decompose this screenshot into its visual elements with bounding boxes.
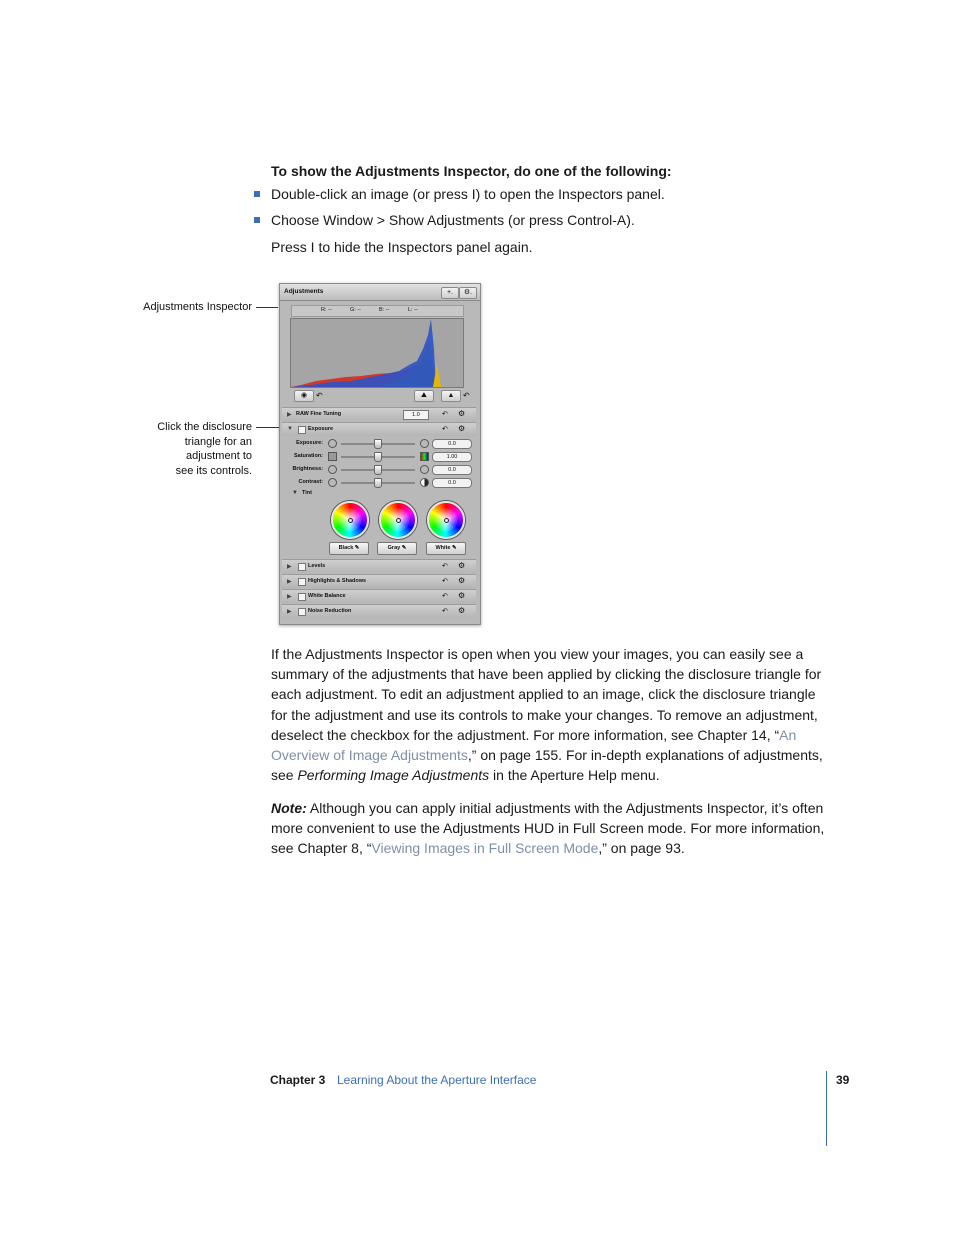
readout-g: G: -- [350, 307, 361, 313]
adjustment-label: Levels [308, 563, 326, 569]
slider-value[interactable]: 1.00 [432, 452, 472, 462]
slider-saturation[interactable] [284, 452, 474, 462]
footer-divider [826, 1071, 827, 1146]
undo-icon[interactable]: ↶ [442, 608, 448, 615]
color-readout [291, 305, 464, 317]
black-eyedropper-button[interactable] [329, 542, 369, 555]
gear-icon[interactable]: ⚙. [459, 287, 477, 299]
undo-icon[interactable]: ↶ [316, 391, 323, 400]
cross-reference-link[interactable]: An Overview of Image Adjustments [271, 726, 797, 764]
slider-value[interactable]: 0.0 [432, 478, 472, 488]
undo-icon[interactable]: ↶ [442, 578, 448, 585]
button-label: White [435, 545, 451, 551]
sun-large-icon [420, 465, 429, 474]
add-adjustment-button[interactable]: +. [441, 287, 459, 299]
grayscale-icon [328, 452, 337, 461]
eyedropper-icon: ✎ [401, 545, 407, 551]
disclosure-triangle-icon[interactable]: ▶ [287, 594, 292, 600]
slider-knob[interactable] [374, 439, 382, 449]
page-number: 39 [836, 1073, 850, 1087]
adjustment-checkbox[interactable] [298, 593, 306, 601]
adjustment-row-exposure[interactable] [282, 422, 476, 436]
disclosure-triangle-icon[interactable]: ▶ [287, 412, 292, 418]
cross-reference-link[interactable]: Viewing Images in Full Screen Mode [371, 840, 599, 857]
text-run: If the Adjustments Inspector is open when you view your images, you can easily see a summary of the adjustments that have been applied by clicking the disclosure triangle for each adjustment. To edit an adjustment applied to an image, click the disclosure triangle for the adjustment and use its controls to make your changes. To remove an adjustment, deselect the checkbox for the adjustment. For more information, see Chapter 14, “ [271, 646, 822, 743]
gear-icon[interactable]: ⚙ [458, 606, 466, 615]
adjustment-checkbox[interactable] [298, 563, 306, 571]
callout-line: Click the disclosure [157, 421, 252, 433]
disclosure-triangle-icon[interactable]: ▶ [287, 609, 292, 615]
color-icon [420, 452, 429, 461]
panel-title: Adjustments [284, 288, 324, 295]
adjustment-checkbox[interactable] [298, 426, 306, 434]
aperture-icon [420, 439, 429, 448]
panel-title-bar [280, 284, 480, 301]
adjustment-label: Noise Reduction [308, 608, 352, 614]
footer-chapter-title[interactable]: Learning About the Aperture Interface [337, 1073, 537, 1087]
gear-icon[interactable]: ⚙ [458, 424, 466, 433]
slider-label: Exposure: [296, 440, 323, 446]
eyedropper-icon: ✎ [451, 545, 457, 551]
undo-icon[interactable]: ↶ [442, 563, 448, 570]
callout-line: see its controls. [175, 464, 252, 477]
aperture-icon [328, 439, 337, 448]
slider-label: Saturation: [293, 453, 323, 459]
readout-r: R: -- [321, 307, 332, 313]
undo-icon[interactable]: ↶ [463, 391, 470, 400]
slider-brightness[interactable] [284, 465, 474, 475]
gray-tint-wheel[interactable] [379, 501, 417, 539]
adjustment-row-highlights-shadows[interactable] [282, 574, 476, 588]
bullet-marker [254, 217, 260, 223]
slider-knob[interactable] [374, 465, 382, 475]
slider-knob[interactable] [374, 452, 382, 462]
channel-icon[interactable]: ▲ [441, 390, 461, 402]
section-heading: To show the Adjustments Inspector, do one of the following: [271, 163, 672, 179]
undo-icon[interactable]: ↶ [442, 411, 448, 418]
gear-icon[interactable]: ⚙ [458, 591, 466, 600]
footer-chapter: Chapter 3 [270, 1073, 326, 1087]
disclosure-triangle-icon[interactable]: ▼ [287, 426, 293, 432]
adjustment-label: Highlights & Shadows [308, 578, 367, 584]
gray-eyedropper-button[interactable] [377, 542, 417, 555]
adjustments-inspector-panel [279, 283, 481, 625]
white-eyedropper-button[interactable] [426, 542, 466, 555]
adjustment-row-levels[interactable] [282, 559, 476, 573]
wheel-handle[interactable] [396, 518, 401, 523]
wheel-handle[interactable] [348, 518, 353, 523]
disclosure-triangle-icon[interactable]: ▶ [287, 564, 292, 570]
gear-icon[interactable]: ⚙ [458, 561, 466, 570]
gear-icon[interactable]: ⚙ [458, 576, 466, 585]
histogram-graph [291, 319, 463, 387]
bullet-item: Choose Window > Show Adjustments (or press Control-A). [271, 212, 635, 228]
slider-value[interactable]: 0.0 [432, 439, 472, 449]
readout-b: B: -- [379, 307, 390, 313]
note-paragraph [271, 798, 827, 859]
tint-label: Tint [302, 490, 312, 496]
button-label: Gray [387, 545, 401, 551]
adjustment-row-raw-fine-tuning[interactable] [282, 407, 476, 421]
callout-inspector: Adjustments Inspector [143, 301, 252, 313]
slider-contrast[interactable] [284, 478, 474, 488]
contrast-icon [420, 478, 429, 487]
circle-icon [328, 478, 337, 487]
press-note: Press I to hide the Inspectors panel again. [271, 239, 533, 255]
adjustment-row-noise-reduction[interactable] [282, 604, 476, 618]
adjustment-row-white-balance[interactable] [282, 589, 476, 603]
auto-exposure-button[interactable]: ◉ [294, 390, 314, 402]
body-paragraph [271, 644, 827, 785]
undo-icon[interactable]: ↶ [442, 593, 448, 600]
slider-label: Contrast: [298, 479, 323, 485]
adjustment-checkbox[interactable] [298, 608, 306, 616]
button-label: Black [338, 545, 354, 551]
raw-version-select[interactable]: 1.0 [403, 410, 429, 420]
readout-l: L: -- [408, 307, 418, 313]
slider-exposure[interactable] [284, 439, 474, 449]
sun-small-icon [328, 465, 337, 474]
callout-disclosure [120, 420, 252, 478]
adjustment-label: Exposure [308, 426, 334, 432]
callout-line: adjustment to [185, 450, 252, 463]
adjustment-checkbox[interactable] [298, 578, 306, 586]
eyedropper-icon: ✎ [354, 545, 360, 551]
text-run: in the Aperture Help menu. [489, 767, 660, 784]
callout-leader-line [256, 307, 278, 308]
disclosure-triangle-icon[interactable]: ▶ [287, 579, 292, 585]
bullet-marker [254, 191, 260, 197]
tint-disclosure-triangle-icon[interactable]: ▼ [292, 490, 298, 496]
histogram-options-icon[interactable]: ⛰ [414, 390, 434, 402]
note-label: Note: [271, 800, 307, 816]
adjustment-label: White Balance [308, 593, 346, 599]
adjustment-label: RAW Fine Tuning [296, 411, 342, 417]
slider-knob[interactable] [374, 478, 382, 488]
wheel-handle[interactable] [444, 518, 449, 523]
text-run: ,” on page 93. [598, 840, 685, 857]
text-run: ,” on page 155. For in-depth explanations of adjustments, see [271, 747, 823, 784]
slider-label: Brightness: [292, 466, 323, 472]
help-title: Performing Image Adjustments [297, 767, 490, 784]
undo-icon[interactable]: ↶ [442, 426, 448, 433]
white-tint-wheel[interactable] [427, 501, 465, 539]
histogram [290, 318, 464, 388]
callout-line: triangle for an [184, 435, 252, 448]
text-run: Although you can apply initial adjustments with the Adjustments Inspector, it’s often more convenient to use the Adjustments HUD in Full Screen mode. For more information, see Chapter 8, “ [271, 800, 825, 857]
black-tint-wheel[interactable] [331, 501, 369, 539]
slider-value[interactable]: 0.0 [432, 465, 472, 475]
bullet-item: Double-click an image (or press I) to open the Inspectors panel. [271, 186, 665, 202]
gear-icon[interactable]: ⚙ [458, 409, 466, 418]
